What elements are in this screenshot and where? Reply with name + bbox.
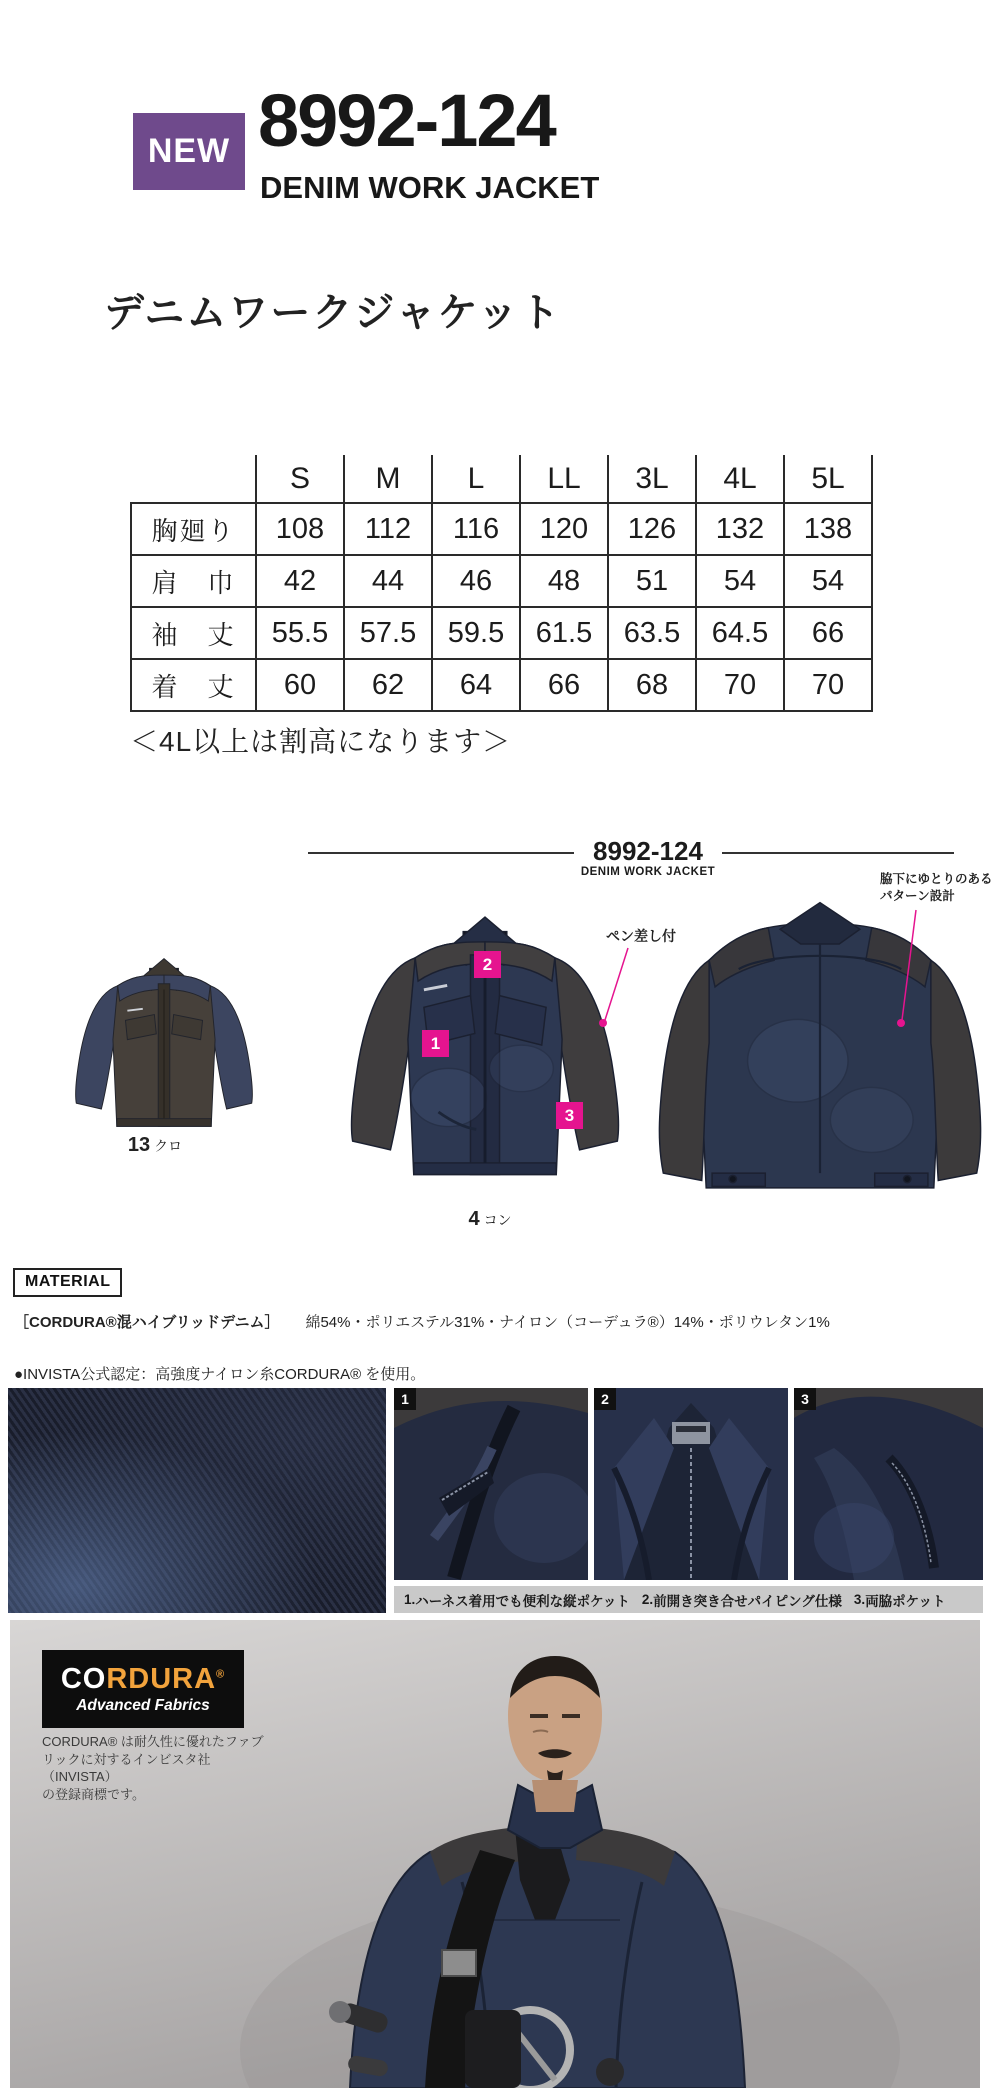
size-value: 120: [520, 503, 608, 555]
size-col-header: 4L: [696, 455, 784, 503]
product-name-ja: デニムワークジャケット: [104, 291, 562, 335]
size-value: 66: [784, 607, 872, 659]
detail-photo-1-image: [394, 1388, 588, 1580]
color-label-13-kuro: [75, 1134, 235, 1157]
size-row-label: 袖 丈: [131, 607, 256, 659]
detail-photo-3: [794, 1388, 983, 1580]
size-value: 112: [344, 503, 432, 555]
size-value: 59.5: [432, 607, 520, 659]
size-value: 66: [520, 659, 608, 711]
underarm-annotation-line1: 脇下にゆとりのある: [880, 872, 993, 886]
size-value: 132: [696, 503, 784, 555]
caption-text: 両脇ポケット: [865, 1593, 946, 1609]
feature-marker-1: 1: [422, 1030, 449, 1057]
caption-text: 前開き突き合せパイピング仕様: [653, 1593, 842, 1609]
size-value: 138: [784, 503, 872, 555]
color-label-4-kon: [400, 1208, 580, 1231]
caption-number: 2.: [641, 1592, 654, 1607]
size-col-header: 3L: [608, 455, 696, 503]
color-name: クロ: [154, 1138, 183, 1154]
jacket-photo-navy-front: [325, 891, 645, 1205]
page-title: 8992-124: [258, 79, 555, 162]
size-value: 44: [344, 555, 432, 607]
jacket-photo-black-front: [58, 943, 270, 1143]
feature-marker-2: 2: [474, 951, 501, 978]
size-row-label: 胸廻り: [131, 503, 256, 555]
cordura-description-line1: CORDURA® は耐久性に優れたファブ: [42, 1734, 264, 1749]
size-col-header: 5L: [784, 455, 872, 503]
showcase-code: 8992-124: [593, 836, 703, 866]
cordura-description-line3: の登録商標です。: [42, 1786, 145, 1802]
detail-photo-2: [594, 1388, 788, 1580]
feature-marker-3: 3: [556, 1102, 583, 1129]
size-value: 108: [256, 503, 344, 555]
size-row-label: 肩 巾: [131, 555, 256, 607]
size-value: 51: [608, 555, 696, 607]
size-value: 116: [432, 503, 520, 555]
detail-photo-1: [394, 1388, 588, 1580]
size-value: 42: [256, 555, 344, 607]
table-row: [131, 607, 872, 659]
cordura-logo-subtitle: Advanced Fabrics: [76, 1696, 210, 1714]
size-value: 54: [696, 555, 784, 607]
material-certification: ●INVISTA公式認定：高強度ナイロン糸CORDURA® を使用。: [14, 1366, 426, 1383]
fabric-composition: 綿54%・ポリエステル31%・ナイロン（コーデュラ®）14%・ポリウレタン1%: [305, 1314, 830, 1331]
underarm-annotation-line2: パターン設計: [880, 889, 955, 903]
divider: [722, 852, 954, 854]
cordura-description-line2: リックに対するインビスタ社（INVISTA）: [42, 1751, 211, 1784]
size-value: 70: [784, 659, 872, 711]
material-composition: [14, 1311, 830, 1332]
detail-badge-3: 3: [794, 1388, 816, 1410]
size-value: 64: [432, 659, 520, 711]
new-badge-label: NEW: [147, 132, 231, 170]
detail-badge-1: 1: [394, 1388, 416, 1410]
size-value: 63.5: [608, 607, 696, 659]
color-number: 13: [127, 1134, 151, 1156]
size-value: 62: [344, 659, 432, 711]
size-col-header: M: [344, 455, 432, 503]
size-value: 57.5: [344, 607, 432, 659]
registered-mark: ®: [216, 1668, 226, 1681]
caption-number: 1.: [404, 1592, 416, 1607]
size-row-label: 着 丈: [131, 659, 256, 711]
caption-number: 3.: [853, 1592, 866, 1607]
detail-photo-3-image: [794, 1388, 983, 1580]
size-table-header-row: [131, 455, 872, 503]
size-col-header: S: [256, 455, 344, 503]
size-note: ＜4L以上は割高になります＞: [130, 726, 512, 757]
new-badge: [133, 113, 245, 190]
color-number: 4: [468, 1208, 480, 1230]
cordura-logo-co: CO: [60, 1663, 107, 1696]
size-value: 55.5: [256, 607, 344, 659]
size-table: [130, 455, 873, 712]
fabric-closeup-photo: [8, 1388, 386, 1613]
size-value: 48: [520, 555, 608, 607]
jacket-photo-navy-back: [650, 883, 990, 1209]
cordura-logo-rdura: RDURA: [106, 1663, 217, 1696]
cordura-description: [42, 1733, 267, 1803]
table-row: [131, 659, 872, 711]
size-value: 46: [432, 555, 520, 607]
cordura-logo: [42, 1650, 244, 1728]
size-col-header: L: [432, 455, 520, 503]
material-heading: MATERIAL: [13, 1268, 122, 1297]
detail-badge-2: 2: [594, 1388, 616, 1410]
product-name-en: DENIM WORK JACKET: [260, 170, 600, 205]
detail-caption-bar: [394, 1586, 983, 1613]
table-row: [131, 503, 872, 555]
cordura-logo-wordmark: [61, 1664, 225, 1694]
size-value: 54: [784, 555, 872, 607]
size-value: 68: [608, 659, 696, 711]
color-name: コン: [483, 1212, 512, 1228]
size-value: 61.5: [520, 607, 608, 659]
caption-text: ハーネス着用でも便利な縦ポケット: [415, 1593, 630, 1609]
showcase-subtitle: DENIM WORK JACKET: [580, 866, 716, 878]
pen-annotation: ペン差し付: [606, 928, 676, 944]
size-value: 126: [608, 503, 696, 555]
underarm-annotation: [880, 871, 993, 905]
divider: [308, 852, 574, 854]
size-table-corner-cell: [131, 455, 256, 503]
fabric-name: ［CORDURA®混ハイブリッドデニム］: [14, 1314, 280, 1331]
size-value: 60: [256, 659, 344, 711]
table-row: [131, 555, 872, 607]
size-value: 70: [696, 659, 784, 711]
size-value: 64.5: [696, 607, 784, 659]
size-col-header: LL: [520, 455, 608, 503]
detail-photo-2-image: [594, 1388, 788, 1580]
